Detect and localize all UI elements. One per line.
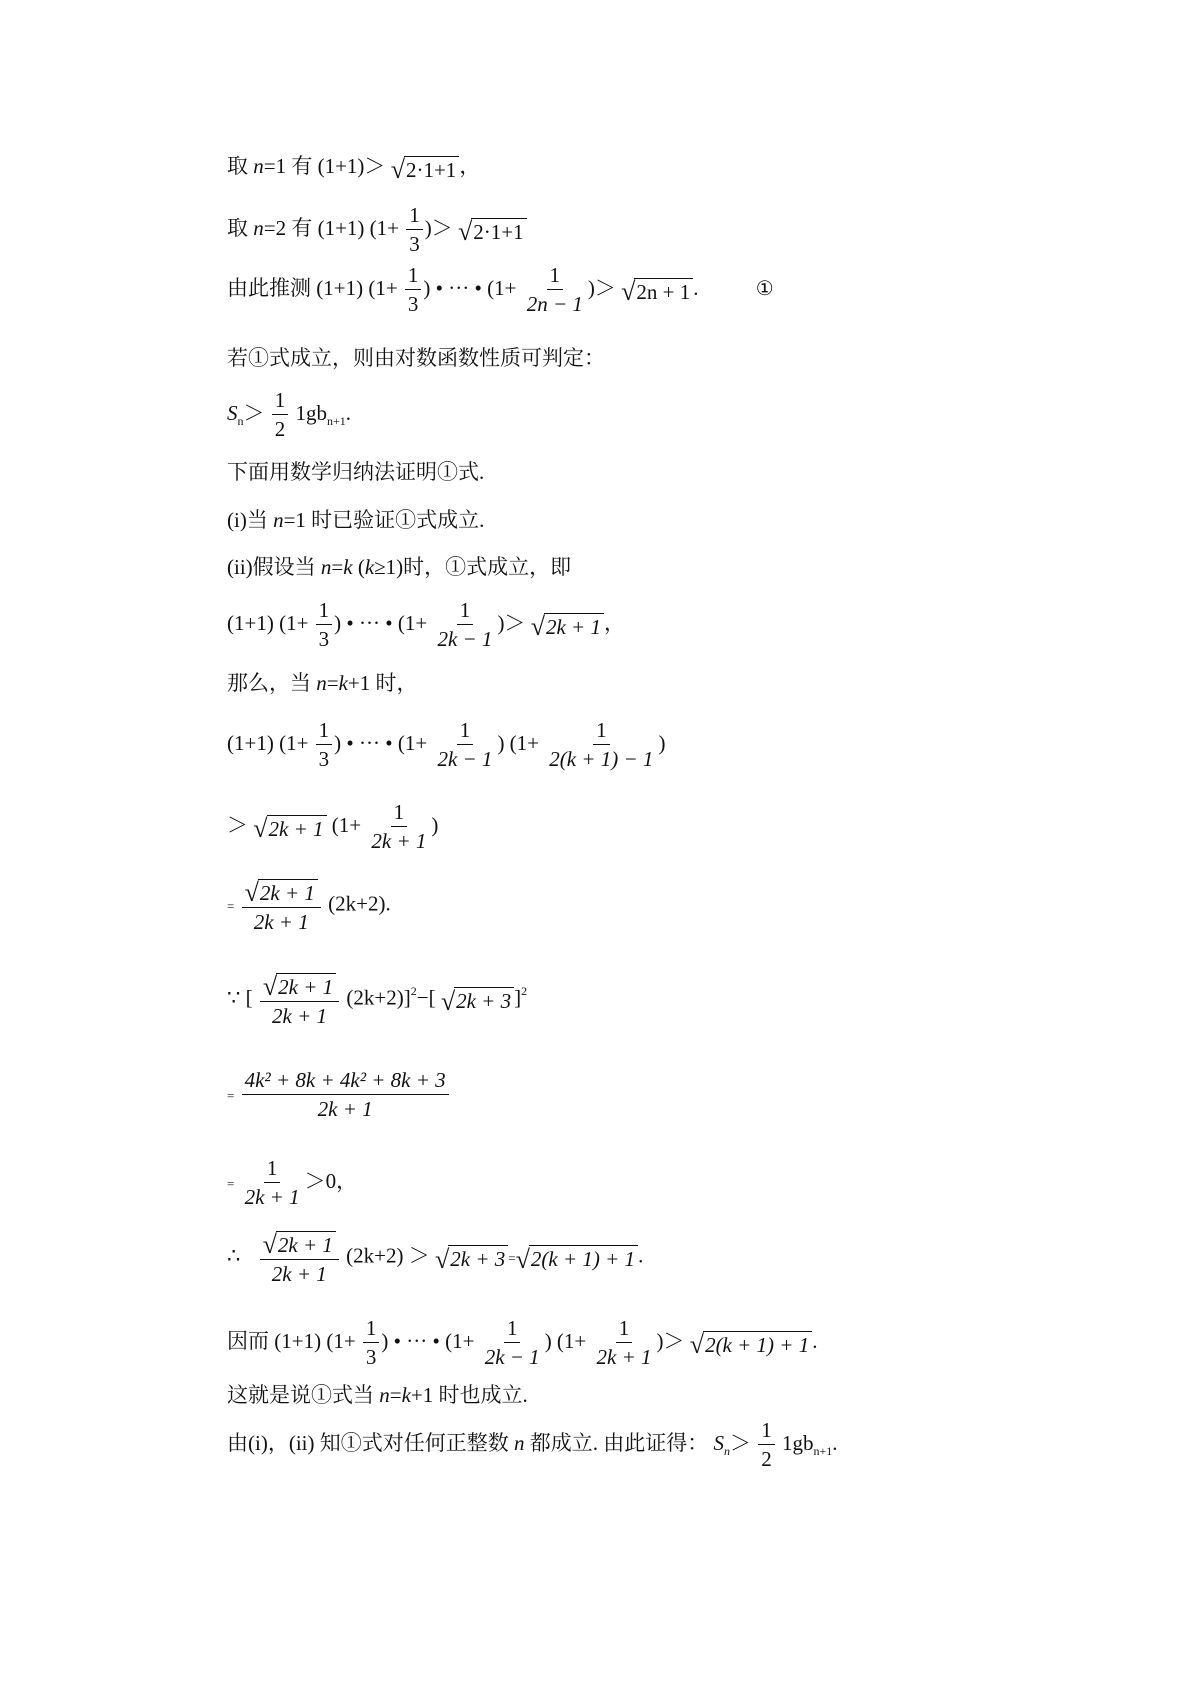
- var-n: n: [253, 215, 264, 240]
- fraction: $\frac{\text{4k² + 8k + 4k² + 8k + 3}}{2k + 1}$: [242, 1070, 449, 1120]
- sqrt: √ 2k + 3: [441, 987, 514, 1013]
- line-5: $S_n>$ $\frac{1}{2}$ $1gb_{n+1}$.: [227, 388, 352, 441]
- fraction: $\frac{1}{2k - 1}$: [484, 1316, 540, 1369]
- fraction: √ 2k + 1 2k + 1: [260, 972, 339, 1027]
- fraction: √ 2k + 1 2k + 1: [242, 878, 321, 933]
- fraction: $\frac{1}{2k + 1}$: [244, 1156, 300, 1209]
- fraction: $\frac{1}{2(k + 1) - 1}$: [549, 718, 654, 771]
- text: ，: [459, 153, 481, 178]
- sqrt: √ 2k + 1: [253, 814, 326, 840]
- fraction: $\frac{1}{2}$: [758, 1420, 775, 1470]
- line-10: 那么，当 n=k+1 时，: [227, 671, 418, 695]
- sqrt: √ 2k + 3: [435, 1245, 508, 1271]
- sqrt: √ 2·1+1: [458, 217, 527, 243]
- fraction: $\frac{1}{3}$: [405, 265, 422, 315]
- line-2: 取 n=2 有 (1+1) (1+ $\frac{1}{3}$ )＞ √ 2·1+1: [227, 205, 527, 255]
- sqrt: √ 2k + 1: [531, 612, 604, 638]
- sqrt: √ 2(k + 1) + 1: [690, 1330, 812, 1356]
- line-19: 这就是说①式当 n=k+1 时也成立.: [227, 1383, 528, 1407]
- line-4: 若①式成立，则由对数函数性质可判定：: [227, 346, 605, 370]
- fraction: $\frac{1}{2n - 1}$: [526, 263, 583, 316]
- line-8: (ii)假设当 n=k (k≥1)时，①式成立，即: [227, 555, 572, 579]
- expression: (1+1)＞: [317, 153, 386, 178]
- line-9: (1+1) (1+ $\frac{1}{3}$ ) • ··· • (1+ $\frac{1}{2k - 1}$ )＞ √ 2k + 1 ，: [227, 598, 625, 651]
- sqrt: √ 2·1+1: [391, 155, 460, 181]
- text: =1 有: [263, 153, 313, 178]
- line-17: ∴ √ 2k + 1 2k + 1 (2k+2) ＞ √ 2k + 3 = √ 2(k + 1) + 1 .: [227, 1230, 644, 1286]
- var-n: n: [253, 153, 264, 178]
- fraction: $\frac{1}{3}$: [406, 205, 423, 255]
- fraction: $\frac{1}{3}$: [316, 600, 333, 650]
- fraction: $\frac{1}{3}$: [316, 720, 333, 770]
- sqrt: √ 2n + 1: [621, 277, 693, 303]
- fraction: $\frac{1}{2k - 1}$: [437, 718, 493, 771]
- line-13: = √ 2k + 1 2k + 1 (2k+2).: [227, 878, 391, 934]
- line-15: = $\frac{\text{4k² + 8k + 4k² + 8k + 3}}{2k + 1}$: [227, 1070, 451, 1120]
- fraction: $\frac{1}{2k - 1}$: [437, 598, 493, 651]
- line-16: = $\frac{1}{2k + 1}$ ＞0，: [227, 1156, 358, 1209]
- line-18: 因而 (1+1) (1+ $\frac{1}{3}$ ) • ··· • (1+ $\frac{1}{2k - 1}$ ) (1+ $\frac{1}{2k + 1}$ )＞ √ 2(k + 1) + 1 .: [227, 1316, 818, 1369]
- fraction: $\frac{1}{2k + 1}$: [371, 800, 427, 853]
- line-11: (1+1) (1+ $\frac{1}{3}$ ) • ··· • (1+ $\frac{1}{2k - 1}$ ) (1+ $\frac{1}{2(k + 1) - 1}$ ): [227, 718, 666, 771]
- fraction: $\frac{1}{2k + 1}$: [596, 1316, 652, 1369]
- fraction: √ 2k + 1 2k + 1: [260, 1230, 339, 1285]
- line-7: (i)当 n=1 时已验证①式成立.: [227, 508, 485, 532]
- line-3: 由此推测 (1+1) (1+ $\frac{1}{3}$ ) • ··· • (1+ $\frac{1}{2n - 1}$ )＞ √ 2n + 1 . ①: [227, 263, 774, 316]
- text: 取: [227, 153, 254, 178]
- line-14: ∵ [ √ 2k + 1 2k + 1 (2k+2)]$^2$−[ √ 2k + 3 ]$^2$: [227, 972, 528, 1028]
- line-12: ＞ √ 2k + 1 (1+ $\frac{1}{2k + 1}$ ): [227, 800, 439, 853]
- line-6: 下面用数学归纳法证明①式.: [227, 460, 485, 484]
- fraction: $\frac{1}{2}$: [272, 390, 289, 440]
- sqrt: √ 2(k + 1) + 1: [516, 1245, 638, 1271]
- therefore-symbol: ∴: [227, 1243, 241, 1268]
- line-20: 由(i)，(ii) 知①式对任何正整数 n 都成立. 由此证得： $S_n>$ $\frac{1}{2}$ $1gb_{n+1}$.: [227, 1418, 838, 1471]
- fraction: $\frac{1}{3}$: [363, 1318, 380, 1368]
- because-symbol: ∵: [227, 985, 241, 1010]
- equation-marker: ①: [755, 275, 774, 300]
- line-1: [227, 153, 481, 184]
